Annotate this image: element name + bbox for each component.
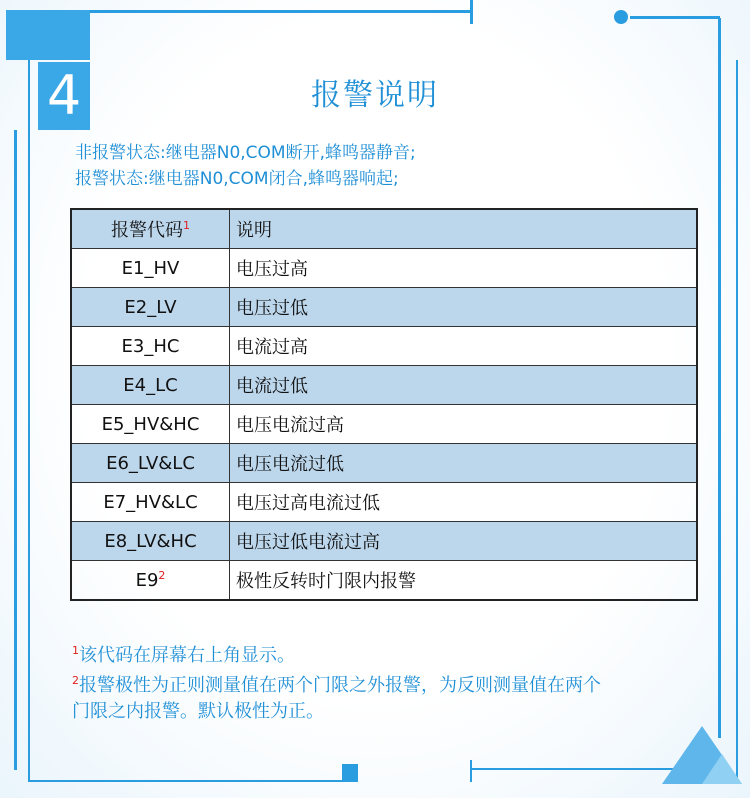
frame-right-top-line xyxy=(630,16,720,19)
alarm-code: E5_HV&HC xyxy=(71,405,230,444)
alarm-code: E4_LC xyxy=(71,366,230,405)
alarm-description: 电压过高电流过低 xyxy=(230,483,698,522)
header-footnote-mark: 1 xyxy=(183,219,190,232)
alarm-description: 电压过低电流过高 xyxy=(230,522,698,561)
alarm-code-table xyxy=(70,208,698,601)
alarm-description: 电流过低 xyxy=(230,366,698,405)
alarm-description: 电流过高 xyxy=(230,327,698,366)
footnote-2 xyxy=(72,668,601,725)
alarm-code: E6_LV&LC xyxy=(71,444,230,483)
table-row xyxy=(71,405,697,444)
footnote-2-text-line1: 报警极性为正则测量值在两个门限之外报警，为反则测量值在两个 xyxy=(79,675,601,696)
alarm-code: E3_HC xyxy=(71,327,230,366)
table-row xyxy=(71,483,697,522)
footnote-2-text-line2: 门限之内报警。默认极性为正。 xyxy=(72,701,324,722)
alarm-description: 电压电流过低 xyxy=(230,444,698,483)
row-footnote-mark: 2 xyxy=(158,569,166,582)
frame-left-inner-line xyxy=(28,60,30,782)
page-title: 报警说明 xyxy=(311,78,439,113)
header-desc: 说明 xyxy=(230,209,698,249)
table-row xyxy=(71,561,697,601)
table-row xyxy=(71,366,697,405)
alarm-description: 电压过高 xyxy=(230,249,698,288)
alarm-description: 极性反转时门限内报警 xyxy=(230,561,698,601)
alarm-code: E8_LV&HC xyxy=(71,522,230,561)
alarm-code: E7_HV&LC xyxy=(71,483,230,522)
table-row xyxy=(71,444,697,483)
frame-bottom-right-line xyxy=(470,768,690,770)
frame-top-line xyxy=(90,10,472,13)
table-row xyxy=(71,249,697,288)
table-row xyxy=(71,327,697,366)
non-alarm-state-text: 非报警状态:继电器N0,COM断开,蜂鸣器静音; xyxy=(75,143,416,163)
frame-bottom-tick xyxy=(470,760,472,782)
footnote-1 xyxy=(72,638,295,669)
table-row xyxy=(71,288,697,327)
corner-triangle-inner xyxy=(702,754,742,784)
frame-right-line xyxy=(718,18,721,738)
alarm-code-label: E9 xyxy=(135,570,159,591)
corner-accent-block xyxy=(6,10,90,60)
frame-far-right-line xyxy=(736,60,738,780)
frame-left-line xyxy=(14,130,17,770)
header-code-label: 报警代码 xyxy=(111,220,183,241)
frame-square xyxy=(342,764,358,780)
table-row xyxy=(71,522,697,561)
footnote-1-text: 该代码在屏幕右上角显示。 xyxy=(79,645,295,666)
section-number: 4 xyxy=(38,62,90,130)
alarm-description: 电压电流过高 xyxy=(230,405,698,444)
frame-bottom-line xyxy=(28,780,358,782)
alarm-code: E2_LV xyxy=(71,288,230,327)
frame-dot xyxy=(614,10,628,24)
table-header-row xyxy=(71,209,697,249)
footnote-1-mark: 1 xyxy=(72,644,79,657)
header-code xyxy=(71,209,230,249)
alarm-code xyxy=(71,561,230,601)
frame-top-tick xyxy=(470,0,473,24)
alarm-description: 电压过低 xyxy=(230,288,698,327)
alarm-state-text: 报警状态:继电器N0,COM闭合,蜂鸣器响起; xyxy=(75,169,399,189)
alarm-code: E1_HV xyxy=(71,249,230,288)
footnote-2-mark: 2 xyxy=(72,674,79,687)
